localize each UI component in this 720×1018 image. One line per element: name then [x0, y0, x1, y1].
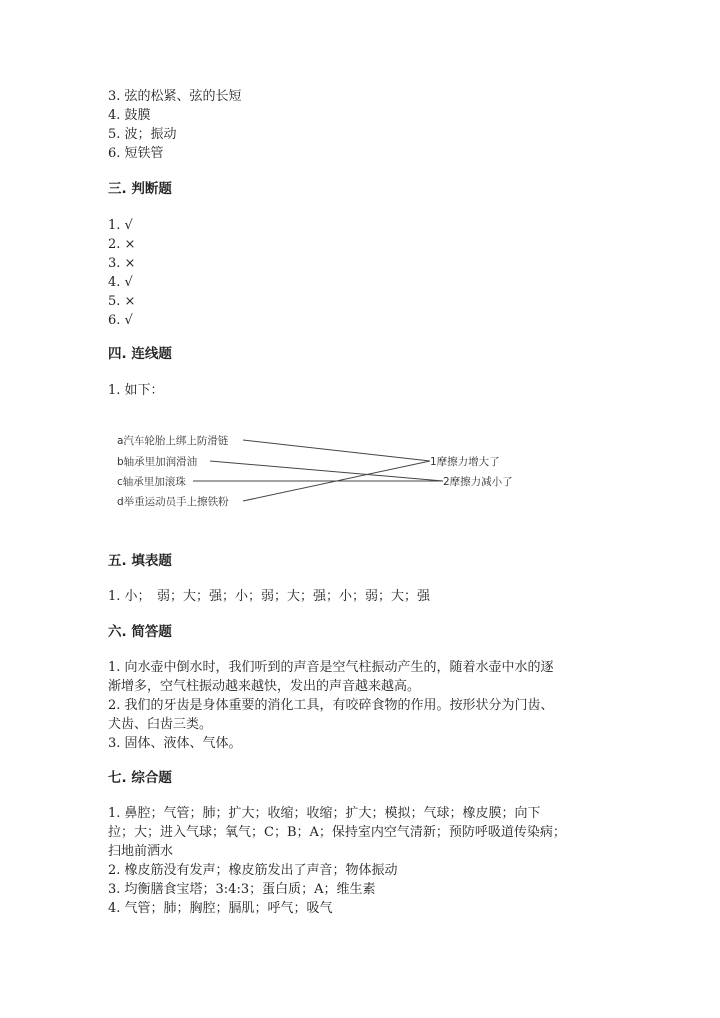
answer-line: 3. × [108, 256, 136, 271]
answer-line: 2. × [108, 237, 136, 252]
right-item: 2摩擦力减小了 [443, 476, 513, 488]
left-item: d举重运动员手上擦铁粉 [117, 496, 229, 508]
answer-line: 拉；大；进入气球；氧气；C；B；A；保持室内空气清新；预防呼吸道传染病； [108, 825, 566, 840]
section-heading: 四. 连线题 [108, 346, 172, 362]
answer-line: 2. 我们的牙齿是身体重要的消化工具，有咬碎食物的作用。按形状分为门齿、 [108, 698, 554, 713]
left-item: c轴承里加滚珠 [117, 476, 186, 488]
answer-line: 6. √ [108, 313, 133, 328]
match-line [210, 461, 443, 481]
answer-line: 4. 气管；肺；胸腔；膈肌；呼气；吸气 [108, 901, 333, 916]
answer-line: 1. 小； 弱；大；强；小；弱；大；强；小；弱；大；强 [108, 589, 431, 604]
answer-line: 犬齿、臼齿三类。 [108, 717, 213, 732]
answer-line: 扫地前洒水 [108, 844, 174, 859]
section-heading: 六. 简答题 [108, 624, 172, 640]
answer-line: 3. 固体、液体、气体。 [108, 736, 242, 751]
left-item: b轴承里加润滑油 [117, 456, 198, 468]
answer-line: 3. 弦的松紧、弦的长短 [108, 89, 242, 104]
left-item: a汽车轮胎上绑上防滑链 [117, 435, 229, 447]
right-item: 1摩擦力增大了 [430, 456, 500, 468]
answer-line: 4. 鼓膜 [108, 108, 151, 123]
answer-line: 渐增多，空气柱振动越来越快，发出的声音越来越高。 [108, 679, 421, 694]
answer-line: 2. 橡皮筋没有发声；橡皮筋发出了声音；物体振动 [108, 863, 398, 878]
answer-line: 5. × [108, 294, 136, 309]
answer-line: 3. 均衡膳食宝塔；3:4:3；蛋白质；A；维生素 [108, 882, 376, 897]
answer-line: 1. 如下： [108, 383, 164, 398]
section-heading: 五. 填表题 [108, 553, 172, 569]
section-heading: 七. 综合题 [108, 770, 172, 786]
answer-line: 6. 短铁管 [108, 146, 164, 161]
answer-line: 1. 鼻腔；气管；肺；扩大；收缩；收缩；扩大；模拟；气球；橡皮膜；向下 [108, 806, 541, 821]
answer-line: 5. 波；振动 [108, 127, 177, 142]
section-heading: 三. 判断题 [108, 181, 172, 197]
answer-line: 1. 向水壶中倒水时，我们听到的声音是空气柱振动产生的，随着水壶中水的逐 [108, 660, 554, 675]
answer-line: 1. √ [108, 218, 133, 233]
match-line [243, 440, 430, 461]
answer-line: 4. √ [108, 275, 133, 290]
